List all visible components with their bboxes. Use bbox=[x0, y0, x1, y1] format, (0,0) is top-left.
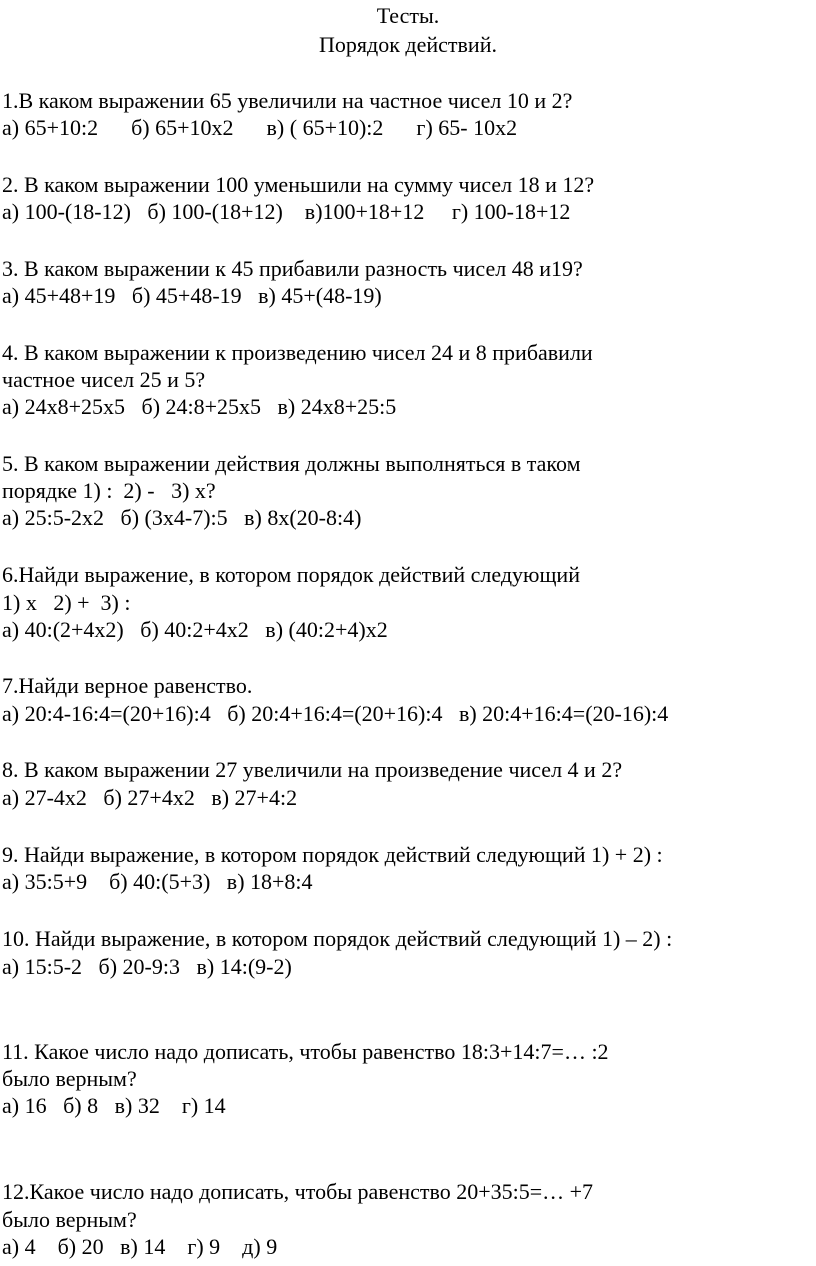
question-5-text-line-2: порядке 1) : 2) - 3) х? bbox=[2, 478, 216, 503]
question-7-text: 7.Найди верное равенство. bbox=[2, 673, 253, 698]
question-7-options: а) 20:4-16:4=(20+16):4 б) 20:4+16:4=(20+16):4 в) 20:4+16:4=(20-16):4 bbox=[2, 701, 669, 726]
question-11-text-line-2: было верным? bbox=[2, 1066, 137, 1091]
question-12-text-line-2: было верным? bbox=[2, 1207, 137, 1232]
question-4-options: а) 24х8+25х5 б) 24:8+25х5 в) 24х8+25:5 bbox=[2, 394, 397, 419]
question-8-options: а) 27-4х2 б) 27+4х2 в) 27+4:2 bbox=[2, 785, 298, 810]
question-12-text-line-1: 12.Какое число надо дописать, чтобы равенство 20+35:5=… +7 bbox=[2, 1179, 594, 1204]
question-1-options: а) 65+10:2 б) 65+10х2 в) ( 65+10):2 г) 65- 10х2 bbox=[2, 115, 518, 140]
question-3-options: а) 45+48+19 б) 45+48-19 в) 45+(48-19) bbox=[2, 283, 382, 308]
question-8-text: 8. В каком выражении 27 увеличили на произведение чисел 4 и 2? bbox=[2, 757, 623, 782]
document-title: Тесты. bbox=[376, 3, 440, 28]
question-10-text: 10. Найди выражение, в котором порядок действий следующий 1) – 2) : bbox=[2, 926, 673, 951]
question-4-text-line-1: 4. В каком выражении к произведению чисел 24 и 8 прибавили bbox=[2, 340, 593, 365]
question-6-text-line-2: 1) х 2) + 3) : bbox=[2, 590, 131, 615]
question-10-options: а) 15:5-2 б) 20-9:3 в) 14:(9-2) bbox=[2, 954, 292, 979]
question-12-options: а) 4 б) 20 в) 14 г) 9 д) 9 bbox=[2, 1234, 278, 1259]
question-3-text: 3. В каком выражении к 45 прибавили разность чисел 48 и19? bbox=[2, 256, 583, 281]
question-4-text-line-2: частное чисел 25 и 5? bbox=[2, 367, 206, 392]
question-5-options: а) 25:5-2х2 б) (3х4-7):5 в) 8х(20-8:4) bbox=[2, 505, 362, 530]
question-5-text-line-1: 5. В каком выражении действия должны выполняться в таком bbox=[2, 451, 581, 476]
question-6-text-line-1: 6.Найди выражение, в котором порядок действий следующий bbox=[2, 562, 580, 587]
question-6-options: а) 40:(2+4х2) б) 40:2+4х2 в) (40:2+4)х2 bbox=[2, 617, 388, 642]
question-1-text: 1.В каком выражении 65 увеличили на частное чисел 10 и 2? bbox=[2, 88, 573, 113]
question-9-text: 9. Найди выражение, в котором порядок действий следующий 1) + 2) : bbox=[2, 842, 663, 867]
question-11-text-line-1: 11. Какое число надо дописать, чтобы равенство 18:3+14:7=… :2 bbox=[2, 1039, 609, 1064]
question-9-options: а) 35:5+9 б) 40:(5+3) в) 18+8:4 bbox=[2, 869, 313, 894]
question-2-options: а) 100-(18-12) б) 100-(18+12) в)100+18+12 г) 100-18+12 bbox=[2, 199, 571, 224]
question-2-text: 2. В каком выражении 100 уменьшили на сумму чисел 18 и 12? bbox=[2, 172, 595, 197]
question-11-options: а) 16 б) 8 в) 32 г) 14 bbox=[2, 1093, 226, 1118]
document-subtitle: Порядок действий. bbox=[319, 32, 497, 57]
